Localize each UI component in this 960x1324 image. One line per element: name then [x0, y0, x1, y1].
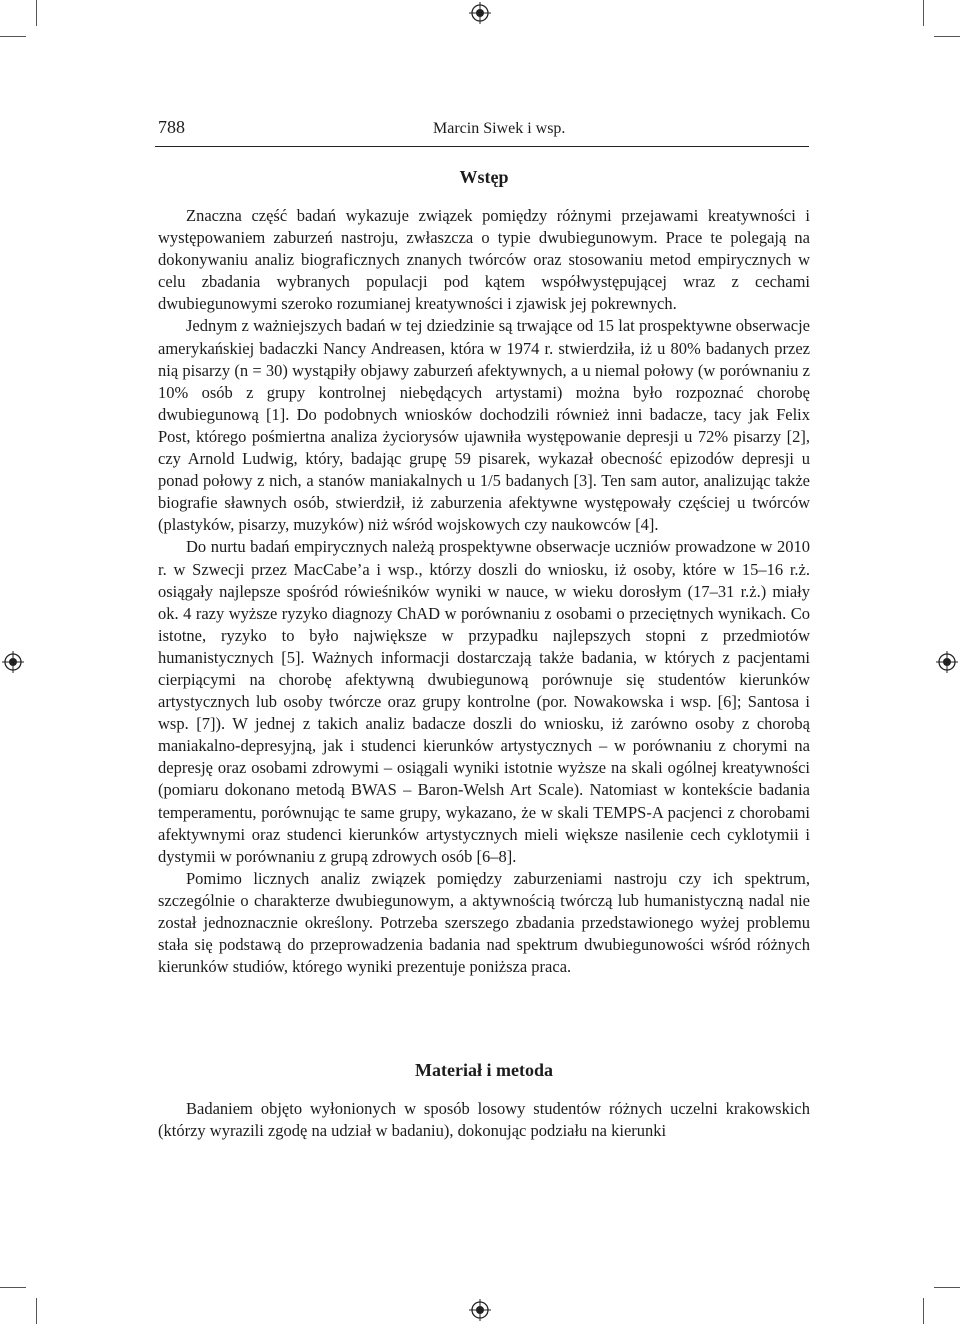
crop-mark: [923, 0, 924, 26]
crop-mark: [0, 1287, 26, 1288]
section-introduction: [158, 166, 810, 188]
section-heading: Materiał i metoda: [415, 1060, 553, 1080]
header-rule: [155, 146, 809, 147]
crop-mark: [36, 1298, 37, 1324]
registration-mark-icon: [2, 651, 24, 673]
registration-mark-icon: [936, 651, 958, 673]
paragraph: Jednym z ważniejszych badań w tej dziedzinie są trwające od 15 lat prospektywne obserwacje amerykańskiej badaczki Nancy Andreasen, która w 1974 r. stwierdziła, iż u 80% badanych przez nią pisarzy (n = 30) wystąpiły objawy zaburzeń afektywnych, a u niemal połowy (w porównaniu z 10% osób z grupy kontrolnej niebędących artystami) można było rozpoznać chorobę dwubiegunową [1]. Do podobnych wniosków dochodzili również inni badacze, tacy jak Felix Post, którego pośmiertna analiza życiorysów ujawniła występowanie depresji u 72% pisarzy [2], czy Arnold Ludwig, który, badając grupę 59 pisarek, wykazał obecność epizodów depresji u ponad połowy z nich, a stanów maniakalnych u 1/5 badanych [3]. Ten sam autor, analizując także biografie sławnych osób, stwierdził, iż zaburzenia afektywne występowały częściej u twórców (plastyków, pisarzy, muzyków) niż wśród wojskowych czy naukowców [4].: [158, 316, 810, 535]
crop-mark: [934, 1287, 960, 1288]
paragraph: Do nurtu badań empirycznych należą prospektywne obserwacje uczniów prowadzone w 2010 r. w Szwecji przez MacCabe’a i wsp., którzy doszli do wniosku, iż osoby, które w 15–16 r.ż. osiągały najlepsze spośród rówieśników wyniki w nauce, w wieku dorosłym (17–31 r.ż.) miały ok. 4 razy wyższe ryzyko diagnozy ChAD w porównaniu z osobami o przeciętnych wynikach. Co istotne, ryzyko to było największe w przypadku najlepszych stopni z przedmiotów humanistycznych [5]. Ważnych informacji dostarczają także badania, w których z pacjentami cierpiącymi na chorobę afektywną dwubiegunową porównuje się studentów kierunków artystycznych lub osoby twórcze oraz grupy kontrolne (por. Nowakowska i wsp. [6]; Santosa i wsp. [7]). W jednej z takich analiz badacze doszli do wniosku, iż zarówno osoby z chorobą maniakalno-depresyjną, jak i studenci kierunków artystycznych – w porównaniu z chorymi na depresję oraz osobami zdrowymi – osiągali wyniki istotnie wyższe na skali ogólnej kreatywności (pomiaru dokonano metodą BWAS – Baron-Welsh Art Scale). Natomiast w kontekście badania temperamentu, porównując te same grupy, wykazano, że w skali TEMPS-A pacjenci z chorobami afektywnymi oraz studenci kierunków artystycznych mieli większe nasilenie cech cyklotymii i dystymii w porównaniu z grupą zdrowych osób [6–8].: [158, 537, 810, 866]
section-material-method: [158, 1059, 810, 1081]
running-head: Marcin Siwek i wsp.: [433, 120, 566, 137]
crop-mark: [934, 36, 960, 37]
section-heading: Wstęp: [459, 167, 509, 187]
crop-mark: [923, 1298, 924, 1324]
registration-mark-icon: [469, 1299, 491, 1321]
paragraph: Znaczna część badań wykazuje związek pomiędzy różnymi przejawami kreatywności i występowaniem zaburzeń nastroju, zwłaszcza o typie dwubiegunowym. Prace te polegają na dokonywaniu analiz biograficznych znanych twórców oraz stosowaniu metod empirycznych w celu zbadania wybranych populacji pod kątem współwystępującej wraz z cechami dwubiegunowymi szeroko rozumianej kreatywności i zjawisk jej pokrewnych.: [158, 206, 810, 314]
paragraph: Badaniem objęto wyłonionych w sposób losowy studentów różnych uczelni krakowskich (którzy wyrazili zgodę na udział w badaniu), dokonując podziału na kierunki: [158, 1099, 810, 1141]
paragraph: Pomimo licznych analiz związek pomiędzy zaburzeniami nastroju czy ich spektrum, szczególnie o charakterze dwubiegunowym, a aktywnością twórczą lub humanistyczną nadal nie został jednoznacznie określony. Potrzeba szerszego zbadania przedstawionego wyżej problemu stała się podstawą do przeprowadzenia badania nad spektrum dwubiegunowości wśród różnych kierunków studiów, którego wyniki prezentuje poniższa praca.: [158, 868, 810, 977]
crop-mark: [36, 0, 37, 26]
page-number: 788: [158, 117, 185, 137]
section-material-method-body: [158, 1098, 810, 1142]
section-introduction-body: [158, 205, 810, 978]
crop-mark: [0, 36, 26, 37]
registration-mark-icon: [469, 2, 491, 24]
